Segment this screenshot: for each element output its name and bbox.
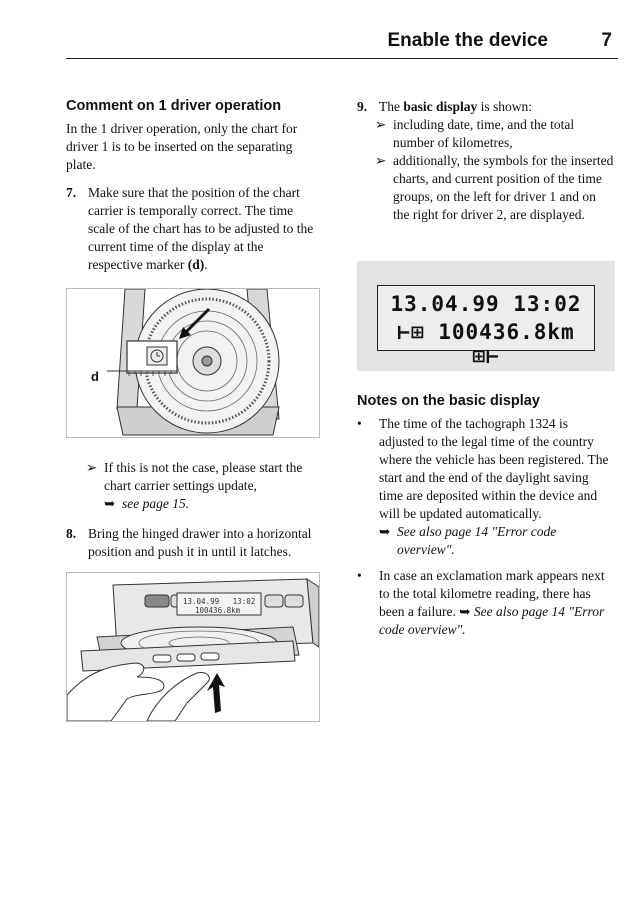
step-9: 9. The basic display is shown: (357, 99, 533, 114)
lcd-screen (377, 285, 595, 368)
marker-d-label: d (91, 369, 99, 384)
step-7 (66, 184, 318, 274)
left-column (66, 98, 318, 274)
drawer-insertion-figure (66, 572, 320, 722)
note-exclamation: • In case an exclamation mark appears next to the total kilometre reading, there has been a failure. ➥ See also page 14 "Error code overview". (357, 568, 605, 637)
sub-bullet-date-time: ➢ including date, time, and the total number of kilometres, (375, 117, 575, 150)
page-title: Enable the device (387, 30, 548, 51)
mini-display-line-2: 100436.8km (195, 606, 241, 615)
page-header (66, 24, 618, 59)
lcd-date-time: 13.04.99 13:02 (390, 292, 582, 316)
bullet-check-case: ➢ If this is not the case, please start the chart carrier settings update, (86, 460, 303, 493)
intro-paragraph: In the 1 driver operation, only the chart for driver 1 is to be inserted on the separating plate. (66, 121, 298, 172)
chart-carrier-figure (66, 288, 320, 438)
section-heading-1-driver: Comment on 1 driver operation (66, 98, 282, 114)
right-column (357, 98, 615, 224)
chart-carrier-illustration (67, 289, 319, 437)
step-number: 7. (66, 185, 77, 200)
mini-display-line-1: 13.04.99 13:02 (183, 597, 256, 606)
step-text: Make sure that the position of the chart carrier is temporally correct. The time scale of the chart has to be adjusted to the current time of the display at the respective marker (d). (88, 185, 314, 272)
right-column-lower (357, 393, 615, 639)
step-8: 8. Bring the hinged drawer into a horizontal position and push it in until it latches. (66, 526, 312, 559)
reference-error-code-1: ➥ See also page 14 "Error code overview". (379, 524, 557, 557)
lcd-odometer: ⊢⊞ 100436.8km ⊞⊢ (397, 320, 575, 368)
basic-display-figure (357, 261, 615, 371)
reference-page-15: ➥ see page 15. (104, 496, 190, 511)
reference-error-code-2: See also page 14 "Error code overview". (379, 604, 605, 637)
section-heading-notes: Notes on the basic display (357, 393, 540, 409)
left-column-lower (66, 459, 318, 561)
drawer-illustration (67, 573, 319, 721)
page-number: 7 (601, 30, 612, 51)
note-legal-time: • The time of the tachograph 1324 is adjusted to the legal time of the country where the vehicle has been registered. The start and the end of the daylight saving time are deposited within the device and will be updated automatically. (357, 416, 609, 521)
sub-bullet-symbols: ➢ additionally, the symbols for the inserted charts, and current position of the time groups, on the left for driver 1 and on the right for driver 2, are displayed. (375, 153, 614, 222)
